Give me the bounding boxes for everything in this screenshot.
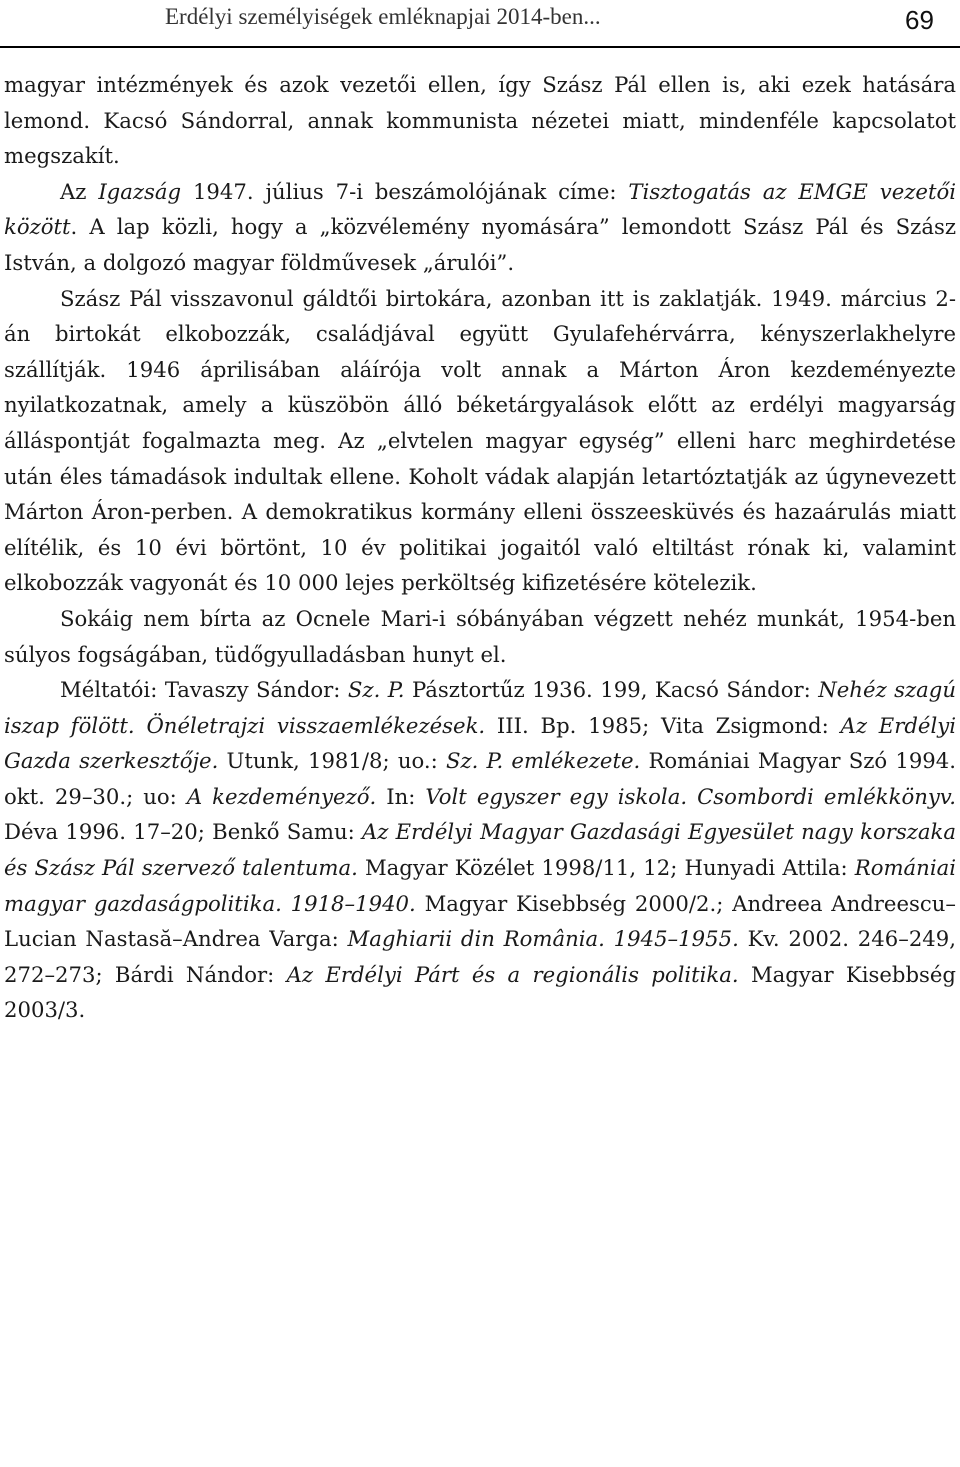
text-run: Déva 1996. 17–20; Benkő Samu: <box>4 819 362 845</box>
italic-title: Sz. P. <box>347 677 405 703</box>
italic-title: Sz. P. emlékezete. <box>445 748 641 774</box>
text-run: 1947. július 7-i beszámolójának címe: <box>181 178 629 204</box>
references-paragraph <box>4 672 956 1028</box>
text-run: Pásztortűz 1936. 199, Kacsó Sándor: <box>404 677 819 703</box>
italic-title: A kezdeményező. <box>186 783 377 809</box>
paragraph-1-text: magyar intézmények és azok vezetői ellen, így Szász Pál ellen is, aki ezek hatására lemond. Kacsó Sándorral, annak kommunista nézetei miatt, mindenféle kapcsolatot megszakít. <box>4 72 956 169</box>
text-run: . A lap közli, hogy a „közvélemény nyomására” lemondott Szász Pál és Szász István, a dolgozó magyar földművesek „árulói”. <box>4 214 956 275</box>
text-run: Utunk, 1981/8; uo.: <box>218 748 446 774</box>
paragraph-1 <box>4 67 956 174</box>
text-run: Romániai Magyar Szó 1994. okt. 29–30.; uo: <box>4 748 956 809</box>
text-run: Magyar Kisebbség 2000/2.; Andreea Andreescu–Lucian Nastasă–Andrea Varga: <box>4 890 956 952</box>
paragraph-2 <box>4 174 956 281</box>
text-run: III. Bp. 1985; Vita Zsigmond: <box>485 712 841 738</box>
italic-title: Romániai magyar gazdaságpolitika. 1918–1940. <box>4 855 957 916</box>
italic-title: Az Erdélyi Magyar Gazdasági Egyesület nagy korszaka és Szász Pál szervező talentuma. <box>4 819 957 881</box>
paragraph-3 <box>4 281 956 601</box>
paragraph-4 <box>4 601 956 672</box>
running-title: Erdélyi személyiségek emléknapjai 2014-ben... <box>165 4 601 29</box>
text-run: In: <box>376 783 426 809</box>
italic-title: Az Erdélyi Gazda szerkesztője. <box>4 712 956 774</box>
italic-title: Tisztogatás az EMGE vezetői között <box>4 178 956 240</box>
page-header <box>0 0 960 48</box>
text-run: Kv. 2002. 246–249, 272–273; Bárdi Nándor: <box>4 926 957 987</box>
text-run: Az <box>60 178 99 204</box>
paragraph-3-text: Szász Pál visszavonul gáldtői birtokára, azonban itt is zaklatják. 1949. március 2-án birtokát elkobozzák, családjával együtt Gyulafehérvárra, kényszerlakhelyre szállítják. 1946 áprilisában aláírója volt annak a Márton Áron kezdeményezte nyilatkozatnak, amely a küszöbön álló béketárgyalások előtt az erdélyi magyarság álláspontját fogalmazta meg. Az „elvtelen magyar egység” elleni harc meghirdetése után éles támadások indultak ellene. Koholt vádak alapján letartóztatják az úgynevezett Márton Áron-perben. A demokratikus kormány elleni összeesküvés és hazaárulás miatt elítélik, és 10 évi börtönt, 10 év politikai jogaitól való eltiltást rónak ki, valamint elkobozzák vagyonát és 10 000 lejes perköltség kifizetésére kötelezik. <box>4 285 956 596</box>
italic-title: Igazság <box>98 178 182 204</box>
text-run: Magyar Kisebbség 2003/3. <box>4 961 956 1023</box>
italic-title: Maghiarii din România. 1945–1955. <box>347 926 739 952</box>
italic-title: Az Erdélyi Párt és a regionális politika. <box>286 961 739 987</box>
paragraph-4-text: Sokáig nem bírta az Ocnele Mari-i sóbányában végzett nehéz munkát, 1954-ben súlyos fogságában, tüdőgyulladásban hunyt el. <box>4 605 956 667</box>
body-text <box>4 67 956 1028</box>
text-run: Magyar Közélet 1998/11, 12; Hunyadi Attila: <box>357 855 855 881</box>
italic-title: Nehéz szagú iszap fölött. Önéletrajzi visszaemlékezések. <box>4 677 956 738</box>
page-number: 69 <box>905 5 934 35</box>
text-run: Méltatói: Tavaszy Sándor: <box>60 677 348 703</box>
italic-title: Volt egyszer egy iskola. Csombordi emlékkönyv. <box>425 783 956 809</box>
